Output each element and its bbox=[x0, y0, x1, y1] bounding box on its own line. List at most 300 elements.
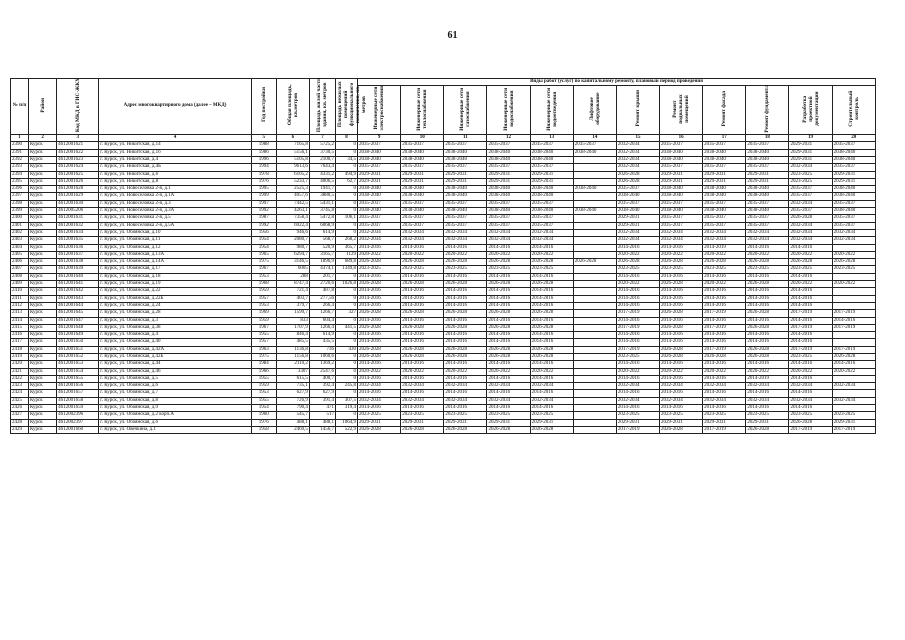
row-number-cell: 2422 bbox=[11, 375, 29, 382]
living-area-cell: 568,7 bbox=[309, 237, 335, 244]
work-period-cell: 2017-2019 bbox=[616, 310, 659, 317]
work-period-cell: 2014-2016 bbox=[703, 375, 746, 382]
work-period-cell: 2023-2025 bbox=[703, 266, 746, 273]
address-cell: г. Курск, ул. Обоянская, д.7 bbox=[99, 390, 251, 397]
work-period-cell: 2029-2031 bbox=[746, 171, 789, 178]
work-period-cell: 2038-2040 bbox=[660, 193, 703, 200]
work-period-cell: 2029-2031 bbox=[703, 178, 746, 185]
work-period-cell: 2023-2025 bbox=[444, 412, 487, 419]
work-period-cell: 2023-2025 bbox=[789, 353, 832, 360]
mkd-code-cell: 4612001630 bbox=[57, 200, 99, 207]
work-period-cell: 2032-2034 bbox=[616, 383, 659, 390]
address-cell: г. Курск, ул. Никитская, д.16 bbox=[99, 149, 251, 156]
district-cell: Курск bbox=[29, 317, 57, 324]
work-period-cell bbox=[573, 295, 616, 302]
address-cell: г. Курск, ул. Обоянская, д.4 bbox=[99, 332, 251, 339]
mkd-code-cell: 4612001642 bbox=[57, 288, 99, 295]
address-cell: г. Курск, ул. Овечкина, д.1 bbox=[99, 426, 251, 433]
work-period-cell: 2035-2037 bbox=[444, 215, 487, 222]
work-period-cell: 2038-2040 bbox=[530, 156, 573, 163]
address-cell: г. Курск, ул. Никитская, д.6 bbox=[99, 171, 251, 178]
table-row bbox=[11, 412, 876, 419]
work-period-cell: 2014-2016 bbox=[660, 339, 703, 346]
work-period-cell: 2029-2031 bbox=[401, 178, 444, 185]
living-area-cell: 1266,7 bbox=[309, 310, 335, 317]
func-area-cell: 0 bbox=[335, 200, 357, 207]
work-period-cell: 2014-2016 bbox=[358, 273, 401, 280]
work-period-cell: 2014-2016 bbox=[789, 288, 832, 295]
work-period-cell: 2032-2034 bbox=[832, 237, 875, 244]
address-cell: г. Курск, ул. Обоянская, д.40 bbox=[99, 339, 251, 346]
work-period-cell: 2029-2031 bbox=[530, 419, 573, 426]
work-period-cell: 2014-2016 bbox=[487, 390, 530, 397]
table-row bbox=[11, 419, 876, 426]
work-period-cell: 2035-2037 bbox=[616, 186, 659, 193]
mkd-code-cell: 4612001649 bbox=[57, 332, 99, 339]
work-period-cell: 2038-2040 bbox=[487, 208, 530, 215]
build-year-cell: 1992 bbox=[251, 208, 276, 215]
row-number-cell: 2429 bbox=[11, 426, 29, 433]
work-period-cell: 2014-2016 bbox=[832, 317, 875, 324]
row-number-cell: 2390 bbox=[11, 142, 29, 149]
work-period-cell: 2023-2025 bbox=[616, 353, 659, 360]
work-period-cell: 2014-2016 bbox=[789, 273, 832, 280]
work-period-cell: 2014-2016 bbox=[530, 332, 573, 339]
district-cell: Курск bbox=[29, 346, 57, 353]
district-cell: Курск bbox=[29, 397, 57, 404]
work-period-cell: 2032-2034 bbox=[703, 397, 746, 404]
work-period-cell: 2032-2034 bbox=[789, 222, 832, 229]
header-address: Адрес многоквартирного дома (далее – МКД) bbox=[99, 79, 251, 135]
work-period-cell: 2032-2034 bbox=[616, 156, 659, 163]
work-period-cell: 2017-2019 bbox=[616, 426, 659, 433]
work-period-cell: 2038-2040 bbox=[444, 149, 487, 156]
work-period-cell: 2032-2034 bbox=[444, 229, 487, 236]
total-area-cell: 2080,7 bbox=[276, 237, 309, 244]
func-area-cell: 441,5 bbox=[335, 324, 357, 331]
work-period-cell: 2038-2040 bbox=[444, 208, 487, 215]
row-number-cell: 2409 bbox=[11, 281, 29, 288]
work-period-cell: 2020-2022 bbox=[746, 368, 789, 375]
column-number: 13 bbox=[530, 135, 573, 142]
func-area-cell: 268,2 bbox=[335, 237, 357, 244]
work-period-cell: 2026-2028 bbox=[401, 346, 444, 353]
work-period-cell: 2014-2016 bbox=[444, 288, 487, 295]
table-row bbox=[11, 171, 876, 178]
work-period-cell: 2026-2028 bbox=[789, 419, 832, 426]
work-period-cell: 2032-2034 bbox=[616, 237, 659, 244]
header-work-label: Лифтовое оборудование bbox=[588, 92, 601, 125]
build-year-cell: 1987 bbox=[251, 215, 276, 222]
mkd-code-cell: 4612001624 bbox=[57, 164, 99, 171]
total-area-cell: 545,7 bbox=[276, 412, 309, 419]
work-period-cell: 2026-2028 bbox=[530, 310, 573, 317]
work-period-cell: 2026-2028 bbox=[401, 281, 444, 288]
work-period-cell: 2029-2031 bbox=[660, 419, 703, 426]
column-number: 6 bbox=[276, 135, 309, 142]
living-area-cell: 4374,1 bbox=[309, 266, 335, 273]
func-area-cell: 0 bbox=[335, 288, 357, 295]
work-period-cell: 2026-2028 bbox=[358, 346, 401, 353]
work-period-cell: 2014-2016 bbox=[789, 390, 832, 397]
work-period-cell: 2014-2016 bbox=[789, 405, 832, 412]
work-period-cell: 2014-2016 bbox=[530, 339, 573, 346]
work-period-cell: 2032-2034 bbox=[660, 383, 703, 390]
work-period-cell: 2038-2040 bbox=[660, 208, 703, 215]
work-period-cell: 2032-2034 bbox=[487, 237, 530, 244]
work-period-cell: 2035-2037 bbox=[660, 142, 703, 149]
work-period-cell: 2035-2037 bbox=[703, 215, 746, 222]
work-period-cell: 2014-2016 bbox=[487, 332, 530, 339]
work-period-cell: 2014-2016 bbox=[703, 405, 746, 412]
table-row bbox=[11, 397, 876, 404]
work-period-cell: 2014-2016 bbox=[703, 302, 746, 309]
header-work-2 bbox=[401, 86, 444, 135]
work-period-cell: 2035-2037 bbox=[703, 164, 746, 171]
work-period-cell: 2023-2025 bbox=[832, 266, 875, 273]
work-period-cell: 2020-2022 bbox=[487, 368, 530, 375]
work-period-cell: 2038-2040 bbox=[832, 149, 875, 156]
work-period-cell: 2014-2016 bbox=[487, 288, 530, 295]
address-cell: г. Курск, ул. Обоянская, д.9 bbox=[99, 405, 251, 412]
work-period-cell: 2014-2016 bbox=[487, 295, 530, 302]
work-period-cell: 2035-2037 bbox=[530, 142, 573, 149]
work-period-cell: 2014-2016 bbox=[401, 339, 444, 346]
work-period-cell bbox=[573, 368, 616, 375]
table-row bbox=[11, 310, 876, 317]
work-period-cell: 2038-2040 bbox=[530, 193, 573, 200]
living-area-cell: 517 bbox=[309, 412, 335, 419]
work-period-cell: 2026-2028 bbox=[530, 353, 573, 360]
work-period-cell: 2035-2037 bbox=[832, 222, 875, 229]
work-period-cell: 2032-2034 bbox=[616, 142, 659, 149]
func-area-cell: 430 bbox=[335, 346, 357, 353]
work-period-cell: 2038-2040 bbox=[573, 208, 616, 215]
func-area-cell: 0 bbox=[335, 361, 357, 368]
func-area-cell: 1129 bbox=[335, 251, 357, 258]
living-area-cell: 1266,4 bbox=[309, 324, 335, 331]
work-period-cell: 2014-2016 bbox=[358, 390, 401, 397]
work-period-cell: 2038-2040 bbox=[358, 156, 401, 163]
row-number-cell: 2408 bbox=[11, 273, 29, 280]
work-period-cell: 2014-2016 bbox=[660, 375, 703, 382]
work-period-cell: 2014-2016 bbox=[703, 390, 746, 397]
living-area-cell: 736 bbox=[309, 346, 335, 353]
build-year-cell: 1975 bbox=[251, 353, 276, 360]
total-area-cell: 6294,7 bbox=[276, 251, 309, 258]
living-area-cell: 488,1 bbox=[309, 419, 335, 426]
work-period-cell: 2014-2016 bbox=[401, 361, 444, 368]
address-cell: г. Курск, ул. Обоянская, д.46 bbox=[99, 368, 251, 375]
work-period-cell: 2038-2040 bbox=[401, 156, 444, 163]
work-period-cell: 2014-2016 bbox=[530, 288, 573, 295]
work-period-cell: 2020-2022 bbox=[401, 251, 444, 258]
work-period-cell: 2038-2040 bbox=[746, 156, 789, 163]
table-row bbox=[11, 295, 876, 302]
work-period-cell bbox=[573, 244, 616, 251]
work-period-cell: 2014-2016 bbox=[703, 317, 746, 324]
work-period-cell: 2017-2019 bbox=[832, 346, 875, 353]
row-number-cell: 2411 bbox=[11, 295, 29, 302]
column-number: 8 bbox=[335, 135, 357, 142]
mkd-code-cell: 4612005206 bbox=[57, 208, 99, 215]
mkd-code-cell: 4612001659 bbox=[57, 405, 99, 412]
living-area-cell: 627,9 bbox=[309, 390, 335, 397]
work-period-cell: 2014-2016 bbox=[703, 288, 746, 295]
column-number: 20 bbox=[832, 135, 875, 142]
header-func-area: Площадь нежилых помещений функционального назначения, кв. метров bbox=[335, 79, 357, 135]
total-area-cell: 8747,4 bbox=[276, 281, 309, 288]
district-cell: Курск bbox=[29, 419, 57, 426]
work-period-cell: 2032-2034 bbox=[746, 397, 789, 404]
work-period-cell: 2023-2025 bbox=[401, 266, 444, 273]
work-period-cell: 2026-2028 bbox=[616, 178, 659, 185]
district-cell: Курск bbox=[29, 383, 57, 390]
work-period-cell: 2032-2034 bbox=[616, 229, 659, 236]
func-area-cell: 327 bbox=[335, 310, 357, 317]
work-period-cell: 2029-2031 bbox=[746, 178, 789, 185]
work-period-cell: 2014-2016 bbox=[660, 332, 703, 339]
work-period-cell: 2032-2034 bbox=[660, 229, 703, 236]
work-period-cell: 2026-2028 bbox=[401, 310, 444, 317]
total-area-cell: 726,9 bbox=[276, 397, 309, 404]
work-period-cell: 2029-2031 bbox=[616, 222, 659, 229]
work-period-cell: 2020-2022 bbox=[444, 368, 487, 375]
header-code: Код МКД в ГИС-ЖКХ bbox=[57, 79, 99, 135]
build-year-cell: 1954 bbox=[251, 244, 276, 251]
work-period-cell: 2029-2031 bbox=[832, 171, 875, 178]
work-period-cell: 2014-2016 bbox=[444, 332, 487, 339]
work-period-cell: 2035-2037 bbox=[660, 200, 703, 207]
work-period-cell: 2032-2034 bbox=[789, 383, 832, 390]
work-period-cell: 2032-2034 bbox=[358, 383, 401, 390]
work-period-cell: 2029-2031 bbox=[789, 142, 832, 149]
work-period-cell bbox=[573, 419, 616, 426]
mkd-code-cell: 4612001621 bbox=[57, 142, 99, 149]
build-year-cell: 1953 bbox=[251, 390, 276, 397]
work-period-cell: 2038-2040 bbox=[487, 156, 530, 163]
work-period-cell: 2014-2016 bbox=[616, 317, 659, 324]
row-number-cell: 2392 bbox=[11, 156, 29, 163]
work-period-cell: 2026-2028 bbox=[444, 353, 487, 360]
work-period-cell: 2032-2034 bbox=[789, 397, 832, 404]
work-period-cell: 2014-2016 bbox=[444, 317, 487, 324]
work-period-cell: 2026-2028 bbox=[530, 324, 573, 331]
living-area-cell: 2547,6 bbox=[309, 368, 335, 375]
work-period-cell: 2035-2037 bbox=[660, 222, 703, 229]
work-period-cell: 2032-2034 bbox=[789, 200, 832, 207]
work-period-cell: 2014-2016 bbox=[358, 361, 401, 368]
work-period-cell: 2014-2016 bbox=[746, 288, 789, 295]
work-period-cell: 2029-2031 bbox=[832, 419, 875, 426]
mkd-code-cell: 4612001638 bbox=[57, 259, 99, 266]
work-period-cell: 2026-2028 bbox=[487, 310, 530, 317]
work-period-cell: 2020-2022 bbox=[746, 251, 789, 258]
work-period-cell: 2032-2034 bbox=[487, 383, 530, 390]
work-period-cell: 2014-2016 bbox=[444, 273, 487, 280]
work-period-cell: 2014-2016 bbox=[401, 288, 444, 295]
row-number-cell: 2421 bbox=[11, 368, 29, 375]
work-period-cell: 2026-2028 bbox=[444, 281, 487, 288]
row-number-cell: 2401 bbox=[11, 222, 29, 229]
work-period-cell: 2032-2034 bbox=[530, 397, 573, 404]
work-period-cell: 2026-2028 bbox=[746, 259, 789, 266]
district-cell: Курск bbox=[29, 229, 57, 236]
total-area-cell: 846,4 bbox=[276, 332, 309, 339]
address-cell: г. Курск, ул. Обоянская, д.22Б bbox=[99, 295, 251, 302]
address-cell: г. Курск, ул. Обоянская, д.13А bbox=[99, 251, 251, 258]
work-period-cell: 2029-2031 bbox=[660, 171, 703, 178]
build-year-cell: 1992 bbox=[251, 222, 276, 229]
work-period-cell: 2038-2040 bbox=[703, 186, 746, 193]
work-period-cell bbox=[573, 412, 616, 419]
func-area-cell: 0 bbox=[335, 339, 357, 346]
header-work-3 bbox=[444, 86, 487, 135]
mkd-code-cell: 4612001650 bbox=[57, 339, 99, 346]
work-period-cell: 2038-2040 bbox=[358, 208, 401, 215]
work-period-cell bbox=[832, 288, 875, 295]
work-period-cell: 2023-2025 bbox=[616, 266, 659, 273]
address-cell: г. Курск, ул. Новоселовка 2-я, д.5 bbox=[99, 215, 251, 222]
work-period-cell: 2020-2022 bbox=[616, 368, 659, 375]
build-year-cell: 1997 bbox=[251, 200, 276, 207]
work-period-cell: 2029-2031 bbox=[660, 178, 703, 185]
func-area-cell: 319,4 bbox=[335, 405, 357, 412]
work-period-cell: 2038-2040 bbox=[660, 149, 703, 156]
work-period-cell: 2035-2037 bbox=[358, 142, 401, 149]
work-period-cell: 2026-2028 bbox=[487, 353, 530, 360]
work-period-cell: 2014-2016 bbox=[444, 361, 487, 368]
work-period-cell: 2035-2037 bbox=[401, 164, 444, 171]
district-cell: Курск bbox=[29, 412, 57, 419]
mkd-code-cell: 4612001622 bbox=[57, 149, 99, 156]
mkd-code-cell: 4612001631 bbox=[57, 215, 99, 222]
work-period-cell: 2032-2034 bbox=[832, 383, 875, 390]
page-number: 61 bbox=[447, 30, 458, 41]
work-period-cell: 2038-2040 bbox=[530, 149, 573, 156]
mkd-code-cell: 4612001636 bbox=[57, 244, 99, 251]
work-period-cell: 2026-2028 bbox=[660, 281, 703, 288]
func-area-cell: 0 bbox=[335, 273, 357, 280]
district-cell: Курск bbox=[29, 251, 57, 258]
row-number-cell: 2393 bbox=[11, 164, 29, 171]
table-row bbox=[11, 273, 876, 280]
work-period-cell: 2035-2037 bbox=[530, 200, 573, 207]
work-period-cell: 2026-2028 bbox=[444, 310, 487, 317]
work-period-cell bbox=[573, 339, 616, 346]
district-cell: Курск bbox=[29, 208, 57, 215]
header-work-label: Инженерные сети электроснабжения bbox=[373, 86, 386, 131]
work-period-cell: 2014-2016 bbox=[530, 390, 573, 397]
work-period-cell: 2038-2040 bbox=[401, 149, 444, 156]
address-cell: г. Курск, ул. Обоянская, д.22 bbox=[99, 288, 251, 295]
work-period-cell: 2035-2037 bbox=[746, 142, 789, 149]
build-year-cell: 1986 bbox=[251, 149, 276, 156]
work-period-cell: 2026-2028 bbox=[616, 171, 659, 178]
row-number-cell: 2400 bbox=[11, 215, 29, 222]
header-work-label: Ремонт подвальных помещений bbox=[672, 93, 691, 124]
total-area-cell: 5105,8 bbox=[276, 156, 309, 163]
work-period-cell bbox=[573, 310, 616, 317]
work-period-cell: 2014-2016 bbox=[616, 390, 659, 397]
row-number-cell: 2417 bbox=[11, 339, 29, 346]
work-period-cell: 2014-2016 bbox=[530, 405, 573, 412]
work-period-cell: 2032-2034 bbox=[401, 383, 444, 390]
mkd-code-cell: 4612001634 bbox=[57, 229, 99, 236]
work-period-cell: 2014-2016 bbox=[444, 339, 487, 346]
district-cell: Курск bbox=[29, 295, 57, 302]
row-number-cell: 2406 bbox=[11, 259, 29, 266]
living-area-cell: 4331,2 bbox=[309, 171, 335, 178]
district-cell: Курск bbox=[29, 259, 57, 266]
living-area-cell: 1941,7 bbox=[309, 186, 335, 193]
row-number-cell: 2397 bbox=[11, 193, 29, 200]
address-cell: г. Курск, ул. Обоянская, д.10 bbox=[99, 229, 251, 236]
total-area-cell: 833 bbox=[276, 317, 309, 324]
address-cell: г. Курск, ул. Новоселовка 2-я, д.5А bbox=[99, 222, 251, 229]
address-cell: г. Курск, ул. Обоянская, д.5 bbox=[99, 375, 251, 382]
work-period-cell: 2035-2037 bbox=[832, 200, 875, 207]
work-period-cell: 2023-2025 bbox=[530, 412, 573, 419]
district-cell: Курск bbox=[29, 186, 57, 193]
mkd-code-cell: 4612001653 bbox=[57, 361, 99, 368]
work-period-cell: 2023-2025 bbox=[616, 412, 659, 419]
living-area-cell: 520,9 bbox=[309, 244, 335, 251]
total-area-cell: 403,7 bbox=[276, 295, 309, 302]
total-area-cell: 288 bbox=[276, 273, 309, 280]
work-period-cell: 2026-2028 bbox=[487, 324, 530, 331]
work-period-cell: 2038-2040 bbox=[832, 186, 875, 193]
work-period-cell: 2014-2016 bbox=[789, 317, 832, 324]
work-period-cell: 2035-2037 bbox=[401, 200, 444, 207]
work-period-cell: 2026-2028 bbox=[530, 259, 573, 266]
district-cell: Курск bbox=[29, 310, 57, 317]
living-area-cell: 3745,8 bbox=[309, 208, 335, 215]
work-period-cell: 2014-2016 bbox=[444, 244, 487, 251]
living-area-cell: 201,7 bbox=[309, 273, 335, 280]
total-area-cell: 4263,1 bbox=[276, 208, 309, 215]
address-cell: г. Курск, ул. Обоянская, д.44 bbox=[99, 361, 251, 368]
work-period-cell: 2014-2016 bbox=[444, 390, 487, 397]
work-period-cell: 2014-2016 bbox=[401, 273, 444, 280]
work-period-cell: 2023-2025 bbox=[746, 412, 789, 419]
func-area-cell: 0 bbox=[335, 208, 357, 215]
work-period-cell: 2014-2016 bbox=[703, 361, 746, 368]
build-year-cell: 1975 bbox=[251, 259, 276, 266]
address-cell: г. Курск, ул. Обоянская, д.11 bbox=[99, 237, 251, 244]
build-year-cell: 1978 bbox=[251, 171, 276, 178]
work-period-cell: 2017-2019 bbox=[703, 324, 746, 331]
work-period-cell bbox=[573, 229, 616, 236]
total-area-cell: 7442,5 bbox=[276, 200, 309, 207]
living-area-cell: 5472,8 bbox=[309, 215, 335, 222]
address-cell: г. Курск, ул. Обоянская, д.19 bbox=[99, 281, 251, 288]
work-period-cell: 2014-2016 bbox=[660, 302, 703, 309]
build-year-cell: 1957 bbox=[251, 339, 276, 346]
column-number: 14 bbox=[573, 135, 616, 142]
total-area-cell: 488,1 bbox=[276, 419, 309, 426]
header-work-label: Инженерные сети водоснабжения bbox=[502, 87, 515, 131]
build-year-cell: 1959 bbox=[251, 383, 276, 390]
func-area-cell: 106,1 bbox=[335, 215, 357, 222]
work-period-cell: 2029-2031 bbox=[444, 171, 487, 178]
district-cell: Курск bbox=[29, 156, 57, 163]
living-area-cell: 604,4 bbox=[309, 317, 335, 324]
build-year-cell: 1965 bbox=[251, 251, 276, 258]
mkd-code-cell: 4612001641 bbox=[57, 281, 99, 288]
work-period-cell: 2038-2040 bbox=[573, 186, 616, 193]
work-period-cell: 2032-2034 bbox=[444, 383, 487, 390]
